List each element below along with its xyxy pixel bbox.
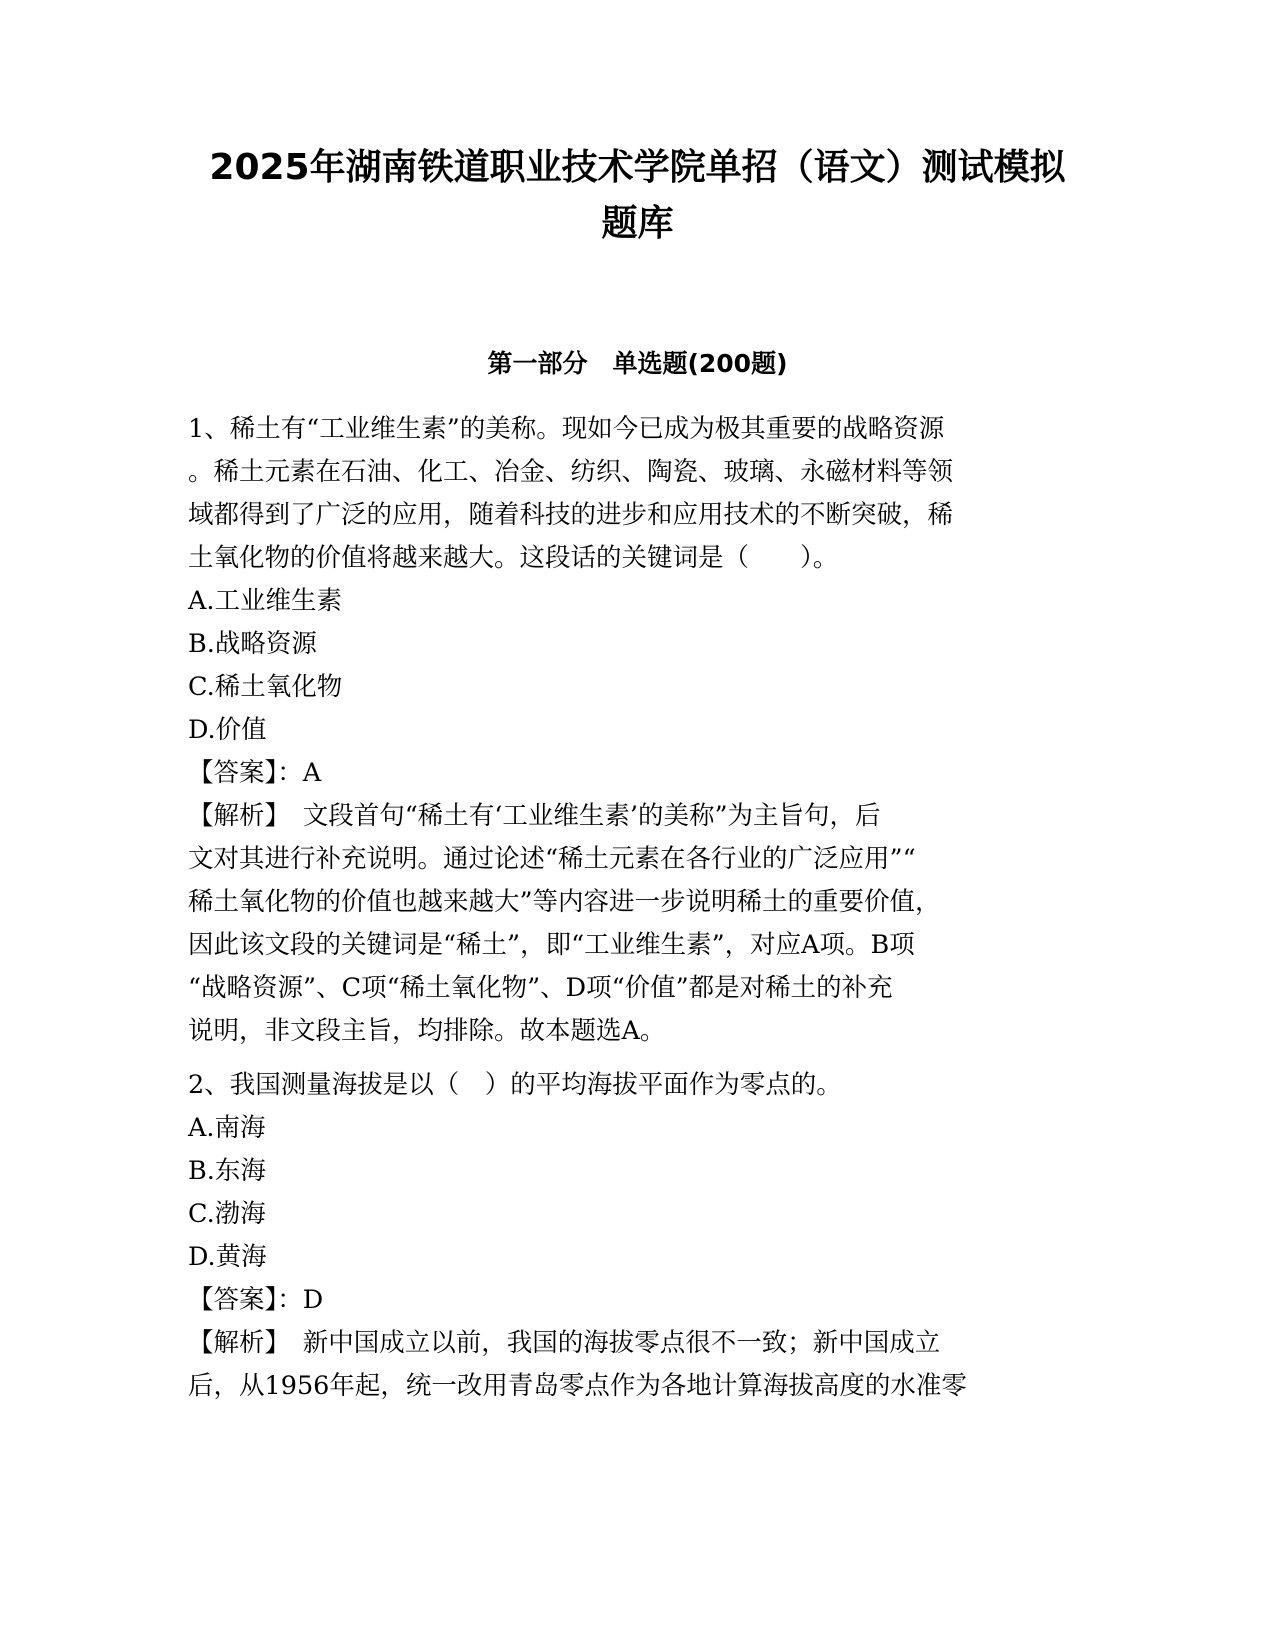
analysis-line: 因此该文段的关键词是“稀土”，即“工业维生素”，对应A项。B项 xyxy=(188,930,915,960)
option-b: B.战略资源 xyxy=(188,629,317,659)
analysis-line: 后，从1956年起，统一改用青岛零点作为各地计算海拔高度的水准零 xyxy=(188,1371,967,1401)
answer: 【答案】：A xyxy=(188,758,322,788)
question-stem xyxy=(188,1064,1088,1107)
option-a: A.工业维生素 xyxy=(188,586,343,616)
option-a: A.南海 xyxy=(188,1113,266,1143)
document-title xyxy=(150,140,1125,252)
option-d: D.价值 xyxy=(188,715,267,745)
analysis-line: 【解析】 文段首句“稀土有‘工业维生素’的美称”为主旨句，后 xyxy=(188,801,881,831)
section-title: 第一部分 单选题(200题) xyxy=(487,349,788,378)
analysis-line: “战略资源”、C项“稀土氧化物”、D项“价值”都是对稀土的补充 xyxy=(188,973,893,1003)
option-b: B.东海 xyxy=(188,1156,266,1186)
stem-line: 2、我国测量海拔是以（ ）的平均海拔平面作为零点的。 xyxy=(188,1070,842,1100)
answer: 【答案】：D xyxy=(188,1285,324,1315)
option-c: C.稀土氧化物 xyxy=(188,672,343,702)
question-list xyxy=(188,408,1088,1408)
analysis-line: 说明，非文段主旨，均排除。故本题选A。 xyxy=(188,1016,666,1046)
option-c: C.渤海 xyxy=(188,1199,266,1229)
option-list xyxy=(188,580,1088,752)
question-stem xyxy=(188,408,1088,580)
stem-line: 1、稀土有“工业维生素”的美称。现如今已成为极其重要的战略资源 xyxy=(188,414,945,444)
document-title-line-2: 题库 xyxy=(601,203,674,244)
analysis-line: 【解析】 新中国成立以前，我国的海拔零点很不一致；新中国成立 xyxy=(188,1328,941,1358)
question-2 xyxy=(188,1064,1088,1408)
stem-line: 土氧化物的价值将越来越大。这段话的关键词是（ ）。 xyxy=(188,543,839,573)
option-d: D.黄海 xyxy=(188,1242,267,1272)
option-list xyxy=(188,1107,1088,1279)
analysis-line: 稀土氧化物的价值也越来越大”等内容进一步说明稀土的重要价值， xyxy=(188,887,941,917)
analysis-line: 文对其进行补充说明。通过论述“稀土元素在各行业的广泛应用”“ xyxy=(188,844,916,874)
analysis xyxy=(188,795,1088,1053)
document-title-line-1: 2025年湖南铁道职业技术学院单招（语文）测试模拟 xyxy=(209,147,1066,188)
stem-line: 。稀土元素在石油、化工、冶金、纺织、陶瓷、玻璃、永磁材料等领 xyxy=(188,457,954,487)
stem-line: 域都得到了广泛的应用，随着科技的进步和应用技术的不断突破，稀 xyxy=(188,500,954,530)
question-spacer xyxy=(188,1053,1088,1064)
analysis xyxy=(188,1322,1088,1408)
question-1 xyxy=(188,408,1088,1053)
